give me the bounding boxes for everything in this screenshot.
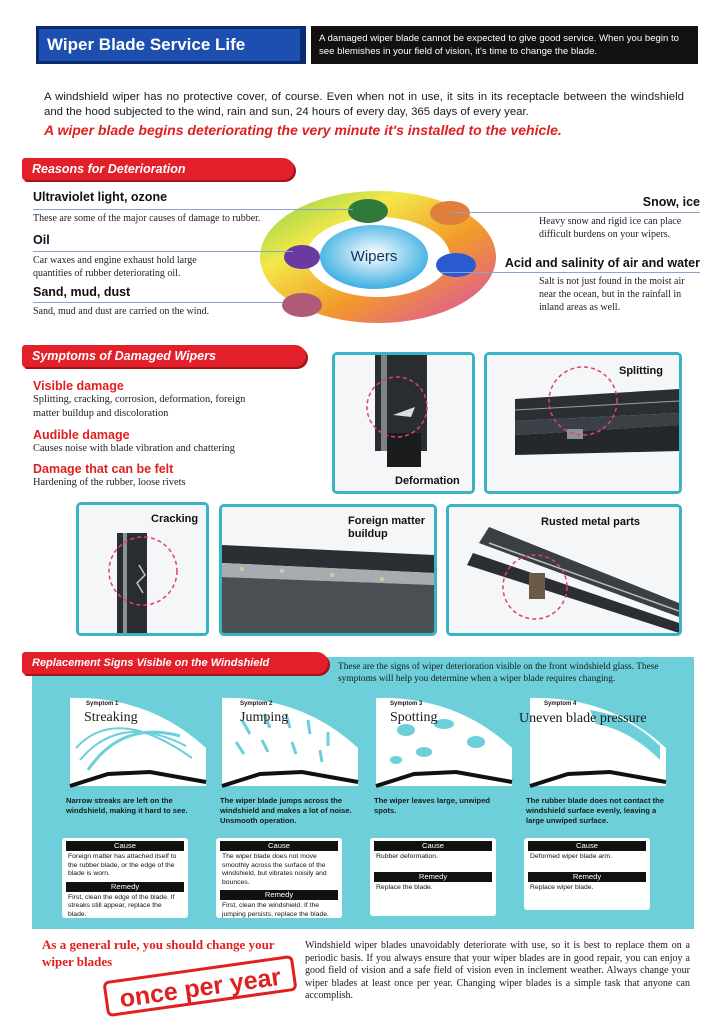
symptom-1-card [62,838,188,918]
symptom-2-num: Symptom 2 [240,701,273,707]
windshield-streaking-illustration [60,690,208,794]
symptom-4-cause: Deformed wiper blade arm. [530,853,612,860]
reason-oil-title: Oil [33,233,50,247]
symptom-2-remedy-label: Remedy [220,890,338,900]
symptom-visible-text: Splitting, cracking, corrosion, deformation, foreign matter buildup and discoloration [33,394,246,419]
windshield-uneven-illustration [520,690,668,794]
symptom-3-remedy-label: Remedy [374,872,492,882]
symptom-1-desc: Narrow streaks are left on the windshield, making it hard to see. [66,796,188,815]
symptom-4-remedy: Replace wiper blade. [530,884,594,891]
reason-acid-text: Salt is not just found in the moist air near the ocean, but in the rainfall in inland areas as well. [539,276,685,313]
windshield-ribbon: Replacement Signs Visible on the Windshield [22,652,328,674]
reason-uv-line [33,209,353,210]
symptom-3-remedy: Replace the blade. [376,884,433,891]
label-splitting: Splitting [619,365,663,377]
closing-text: Windshield wiper blades unavoidably deteriorate with use, so it is best to replace them on a periodic basis. If you always ensure that your wiper blades are in good repair, you can enjoy a good field of vision and a safe field of vision even in inclement weather. Always change your wiper blades at least once per year. Changing wiper blades is a simple task that anyone can accomplish. [305,940,690,1002]
reason-snow-line [450,212,700,213]
symptom-3-num: Symptom 3 [390,701,423,707]
reason-snow-text: Heavy snow and rigid ice can place difficult burdens on your wipers. [539,216,682,240]
label-foreign-matter: Foreign matter buildup [348,515,426,540]
symptom-4-card [524,838,650,910]
intro-text: A windshield wiper has no protective cover, of course. Even when not in use, it sits in its receptacle between the windshield and the hood subjected to the wind, rain and sun, 24 hours of every day, 365 days of every year. [44,91,684,118]
photo-splitting [484,352,682,494]
symptom-3-card [370,838,496,916]
symptom-3-title: Spotting [390,710,438,725]
label-deformation: Deformation [395,475,460,487]
reason-sand-text: Sand, mud and dust are carried on the wind. [33,306,210,317]
symptom-4-num: Symptom 4 [544,701,577,707]
symptom-4-cause-label: Cause [528,841,646,851]
symptom-4-title: Uneven blade pressure [519,711,647,726]
symptom-felt-title: Damage that can be felt [33,462,174,476]
windshield-intro: These are the signs of wiper deterioration visible on the front windshield glass. These symptoms will help you determine when a wiper blade requires changing. [338,662,659,684]
symptom-2-title: Jumping [240,710,289,725]
label-cracking: Cracking [151,513,199,525]
symptom-2-cause-label: Cause [220,841,338,851]
reason-uv-text: These are some of the major causes of damage to rubber. [33,213,261,224]
windshield-jumping-illustration [212,690,360,794]
symptom-2-remedy: First, clean the windshield. If the jumping persists, replace the blade. [222,902,329,918]
photo-foreign-matter [219,504,437,636]
symptom-1-title: Streaking [84,710,138,725]
symptom-4-desc: The rubber blade does not contact the windshield surface evenly, leaving a large unwiped surface. [526,796,664,825]
general-rule: As a general rule, you should change your wiper blades [42,937,275,969]
photo-cracking [76,502,209,636]
reason-snow-title: Snow, ice [642,195,700,209]
header-note: A damaged wiper blade cannot be expected to give good service. When you begin to see blemishes in your field of vision, it's time to change the blade. [311,26,698,64]
reason-sand-title: Sand, mud, dust [33,285,131,299]
label-rusted: Rusted metal parts [541,516,641,528]
symptoms-ribbon: Symptoms of Damaged Wipers [22,345,306,367]
symptom-2-desc: The wiper blade jumps across the windshield and makes a lot of noise. Unsmooth operation. [220,796,352,825]
symptom-2-cause: The wiper blade does not move smoothly across the surface of the windshield, but vibrates noisily and bounces. [222,853,327,886]
page-title: Wiper Blade Service Life [36,26,306,64]
reason-oil-line [33,251,293,252]
symptom-4-remedy-label: Remedy [528,872,646,882]
symptom-1-num: Symptom 1 [86,701,119,707]
wipers-center-label: Wipers [350,248,398,265]
symptom-2-card [216,838,342,918]
symptom-visible-title: Visible damage [33,379,124,393]
reason-oil-text: Car waxes and engine exhaust hold large quantities of rubber deteriorating oil. [33,255,197,279]
symptom-1-remedy-label: Remedy [66,882,184,892]
symptom-3-cause-label: Cause [374,841,492,851]
reason-acid-line [440,272,700,273]
windshield-spotting-illustration [366,690,514,794]
symptom-1-cause-label: Cause [66,841,184,851]
symptom-3-desc: The wiper leaves large, unwiped spots. [374,796,491,815]
reasons-ribbon: Reasons for Deterioration [22,158,294,180]
symptom-felt-text: Hardening of the rubber, loose rivets [33,477,186,488]
deformation-illustration [335,355,472,491]
reason-sand-line [33,302,283,303]
reason-uv-title: Ultraviolet light, ozone [33,190,168,204]
symptom-1-remedy: First, clean the edge of the blade. If streaks still appear, replace the blade. [68,893,175,918]
intro-emphasis: A wiper blade begins deteriorating the very minute it's installed to the vehicle. [44,122,562,138]
photo-deformation [332,352,475,494]
reason-acid-title: Acid and salinity of air and water [504,256,700,270]
symptom-audible-title: Audible damage [33,428,130,442]
symptom-3-cause: Rubber deformation. [376,853,438,860]
once-per-year-stamp: once per year [102,955,297,1017]
symptom-1-cause: Foreign matter has attached itself to the rubber blade, or the edge of the blade is worn. [68,853,177,877]
symptom-audible-text: Causes noise with blade vibration and chattering [33,443,235,454]
photo-rusted [446,504,682,636]
